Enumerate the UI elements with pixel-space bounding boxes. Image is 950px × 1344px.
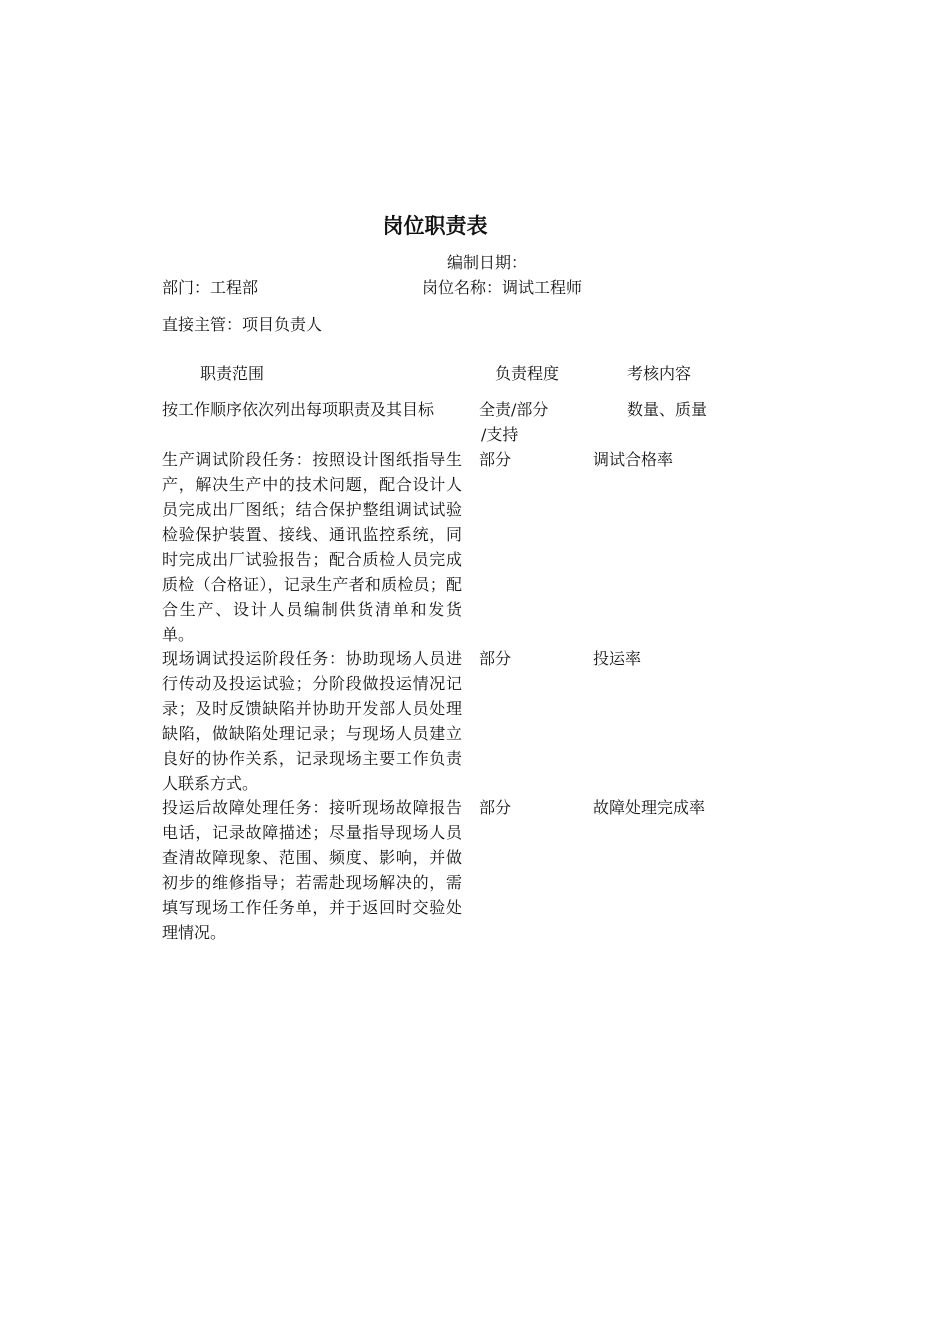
duty-cell: 生产调试阶段任务：按照设计图纸指导生产，解决生产中的技术问题，配合设计人员完成出厂图纸；结合保护整组调试试验检验保护装置、接线、通讯监控系统，同时完成出厂试验报告；配合质检人员完成质检（合格证），记录生产者和质检员；配合生产、设计人员编制供货清单和发货单。: [162, 450, 462, 644]
header-duty: 职责范围: [200, 364, 265, 383]
guide-duty: 按工作顺序依次列出每项职责及其目标: [162, 400, 435, 419]
kpi-cell: 投运率: [593, 649, 642, 668]
header-kpi: 考核内容: [627, 364, 692, 383]
duty-cell: 投运后故障处理任务：接听现场故障报告电话，记录故障描述；尽量指导现场人员查清故障现象、范围、频度、影响，并做初步的维修指导；若需赴现场解决的，需填写现场工作任务单，并于返回时交验处理情况。: [162, 798, 462, 942]
guide-kpi: 数量、质量: [627, 400, 708, 419]
department-field: 部门：工程部: [162, 278, 259, 297]
kpi-cell: 故障处理完成率: [593, 798, 706, 817]
level-cell: 部分: [479, 450, 512, 469]
supervisor-field: 直接主管：项目负责人: [162, 315, 323, 334]
guide-level-line2: /支持: [481, 425, 519, 444]
position-field: 岗位名称：调试工程师: [422, 278, 583, 297]
level-cell: 部分: [479, 798, 512, 817]
kpi-cell: 调试合格率: [593, 450, 674, 469]
guide-level-line1: 全责/部分: [479, 400, 549, 419]
compile-date-label: 编制日期：: [447, 253, 528, 272]
page-title: 岗位职责表: [382, 214, 488, 238]
level-cell: 部分: [479, 649, 512, 668]
duty-cell: 现场调试投运阶段任务：协助现场人员进行传动及投运试验；分阶段做投运情况记录；及时反馈缺陷并协助开发部人员处理缺陷，做缺陷处理记录；与现场人员建立良好的协作关系，记录现场主要工作负责人联系方式。: [162, 649, 462, 793]
header-level: 负责程度: [495, 364, 560, 383]
